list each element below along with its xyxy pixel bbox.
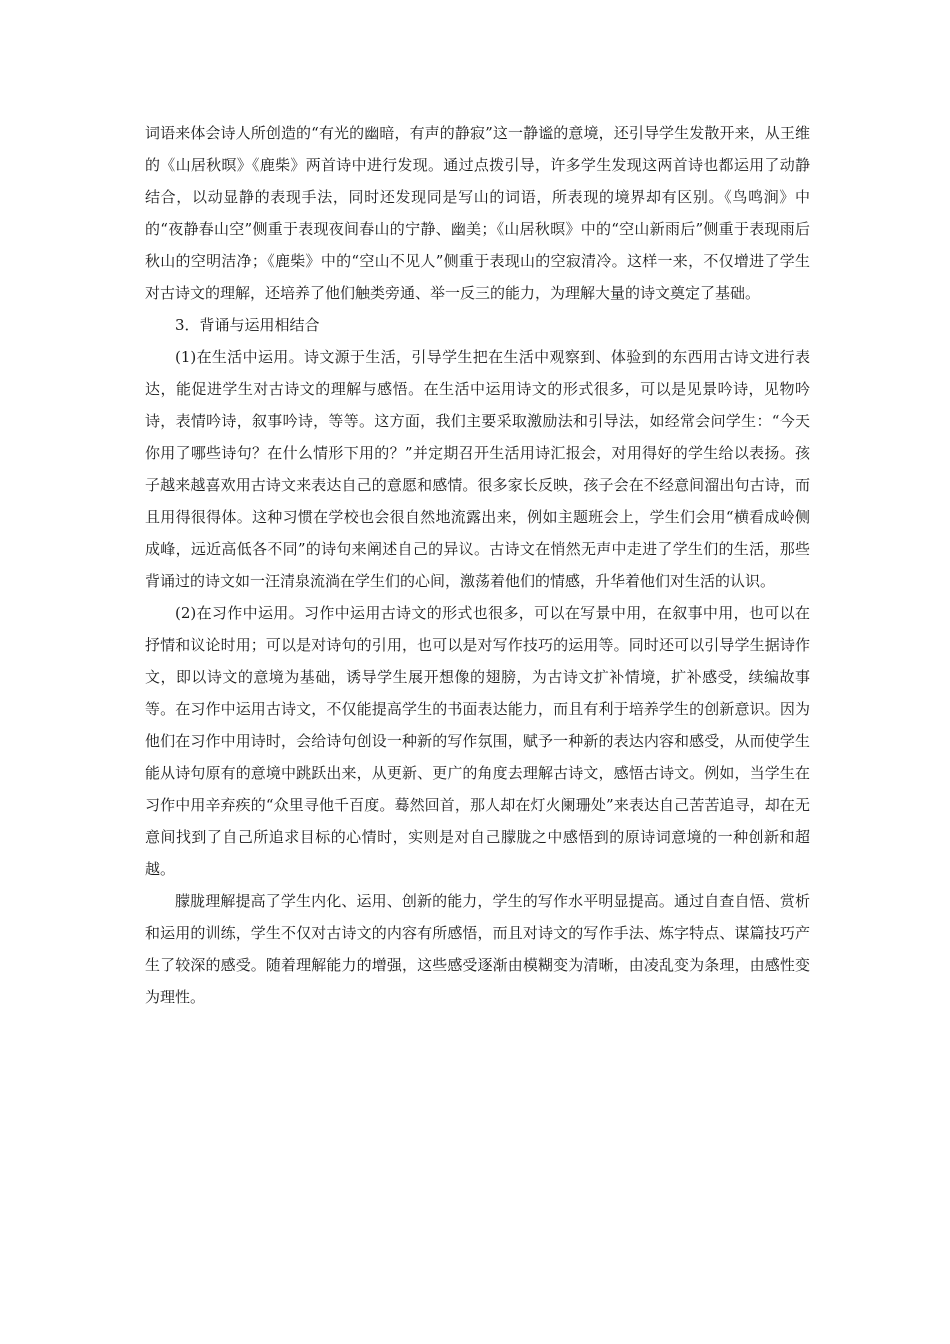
paragraph-life-usage: (1)在生活中运用。诗文源于生活，引导学生把在生活中观察到、体验到的东西用古诗文进行表达，能促进学生对古诗文的理解与感悟。在生活中运用诗文的形式很多，可以是见景吟诗，见物吟诗，表情吟诗，叙事吟诗，等等。这方面，我们主要采取激励法和引导法，如经常会问学生：“今天你用了哪些诗句？在什么情形下用的？”并定期召开生活用诗汇报会，对用得好的学生给以表扬。孩子越来越喜欢用古诗文来表达自己的意愿和感情。很多家长反映，孩子会在不经意间溜出句古诗，而且用得很得体。这种习惯在学校也会很自然地流露出来，例如主题班会上，学生们会用“横看成岭侧成峰，远近高低各不同”的诗句来阐述自己的异议。古诗文在悄然无声中走进了学生们的生活，那些背诵过的诗文如一汪清泉流淌在学生们的心间，激荡着他们的情感，升华着他们对生活的认识。 (145, 348, 810, 590)
paragraph-summary: 朦胧理解提高了学生内化、运用、创新的能力，学生的写作水平明显提高。通过自查自悟、赏析和运用的训练，学生不仅对古诗文的内容有所感悟，而且对诗文的写作手法、炼字特点、谋篇技巧产生了较深的感受。随着理解能力的增强，这些感受逐渐由模糊变为清晰，由凌乱变为条理，由感性变为理性。 (145, 892, 810, 1006)
paragraph-continuation: 词语来体会诗人所创造的“有光的幽暗，有声的静寂”这一静谧的意境，还引导学生发散开来，从王维的《山居秋暝》《鹿柴》两首诗中进行发现。通过点拨引导，许多学生发现这两首诗也都运用了动静结合，以动显静的表现手法，同时还发现同是写山的词语，所表现的境界却有区别。《鸟鸣涧》中的“夜静春山空”侧重于表现夜间春山的宁静、幽美；《山居秋暝》中的“空山新雨后”侧重于表现雨后秋山的空明洁净；《鹿柴》中的“空山不见人”侧重于表现山的空寂清冷。这样一来，不仅增进了学生对古诗文的理解，还培养了他们触类旁通、举一反三的能力，为理解大量的诗文奠定了基础。 (145, 124, 810, 302)
section-heading: 3．背诵与运用相结合 (175, 316, 320, 334)
document-page (145, 117, 810, 1013)
paragraph-writing-usage: (2)在习作中运用。习作中运用古诗文的形式也很多，可以在写景中用，在叙事中用，也可以在抒情和议论时用；可以是对诗句的引用，也可以是对写作技巧的运用等。同时还可以引导学生据诗作文，即以诗文的意境为基础，诱导学生展开想像的翅膀，为古诗文扩补情境，扩补感受，续编故事等。在习作中运用古诗文，不仅能提高学生的书面表达能力，而且有利于培养学生的创新意识。因为他们在习作中用诗时，会给诗句创设一种新的写作氛围，赋予一种新的表达内容和感受，从而使学生能从诗句原有的意境中跳跃出来，从更新、更广的角度去理解古诗文，感悟古诗文。例如，当学生在习作中用辛弃疾的“众里寻他千百度。蓦然回首，那人却在灯火阑珊处”来表达自己苦苦追寻，却在无意间找到了自己所追求目标的心情时，实则是对自己朦胧之中感悟到的原诗词意境的一种创新和超越。 (145, 604, 810, 878)
